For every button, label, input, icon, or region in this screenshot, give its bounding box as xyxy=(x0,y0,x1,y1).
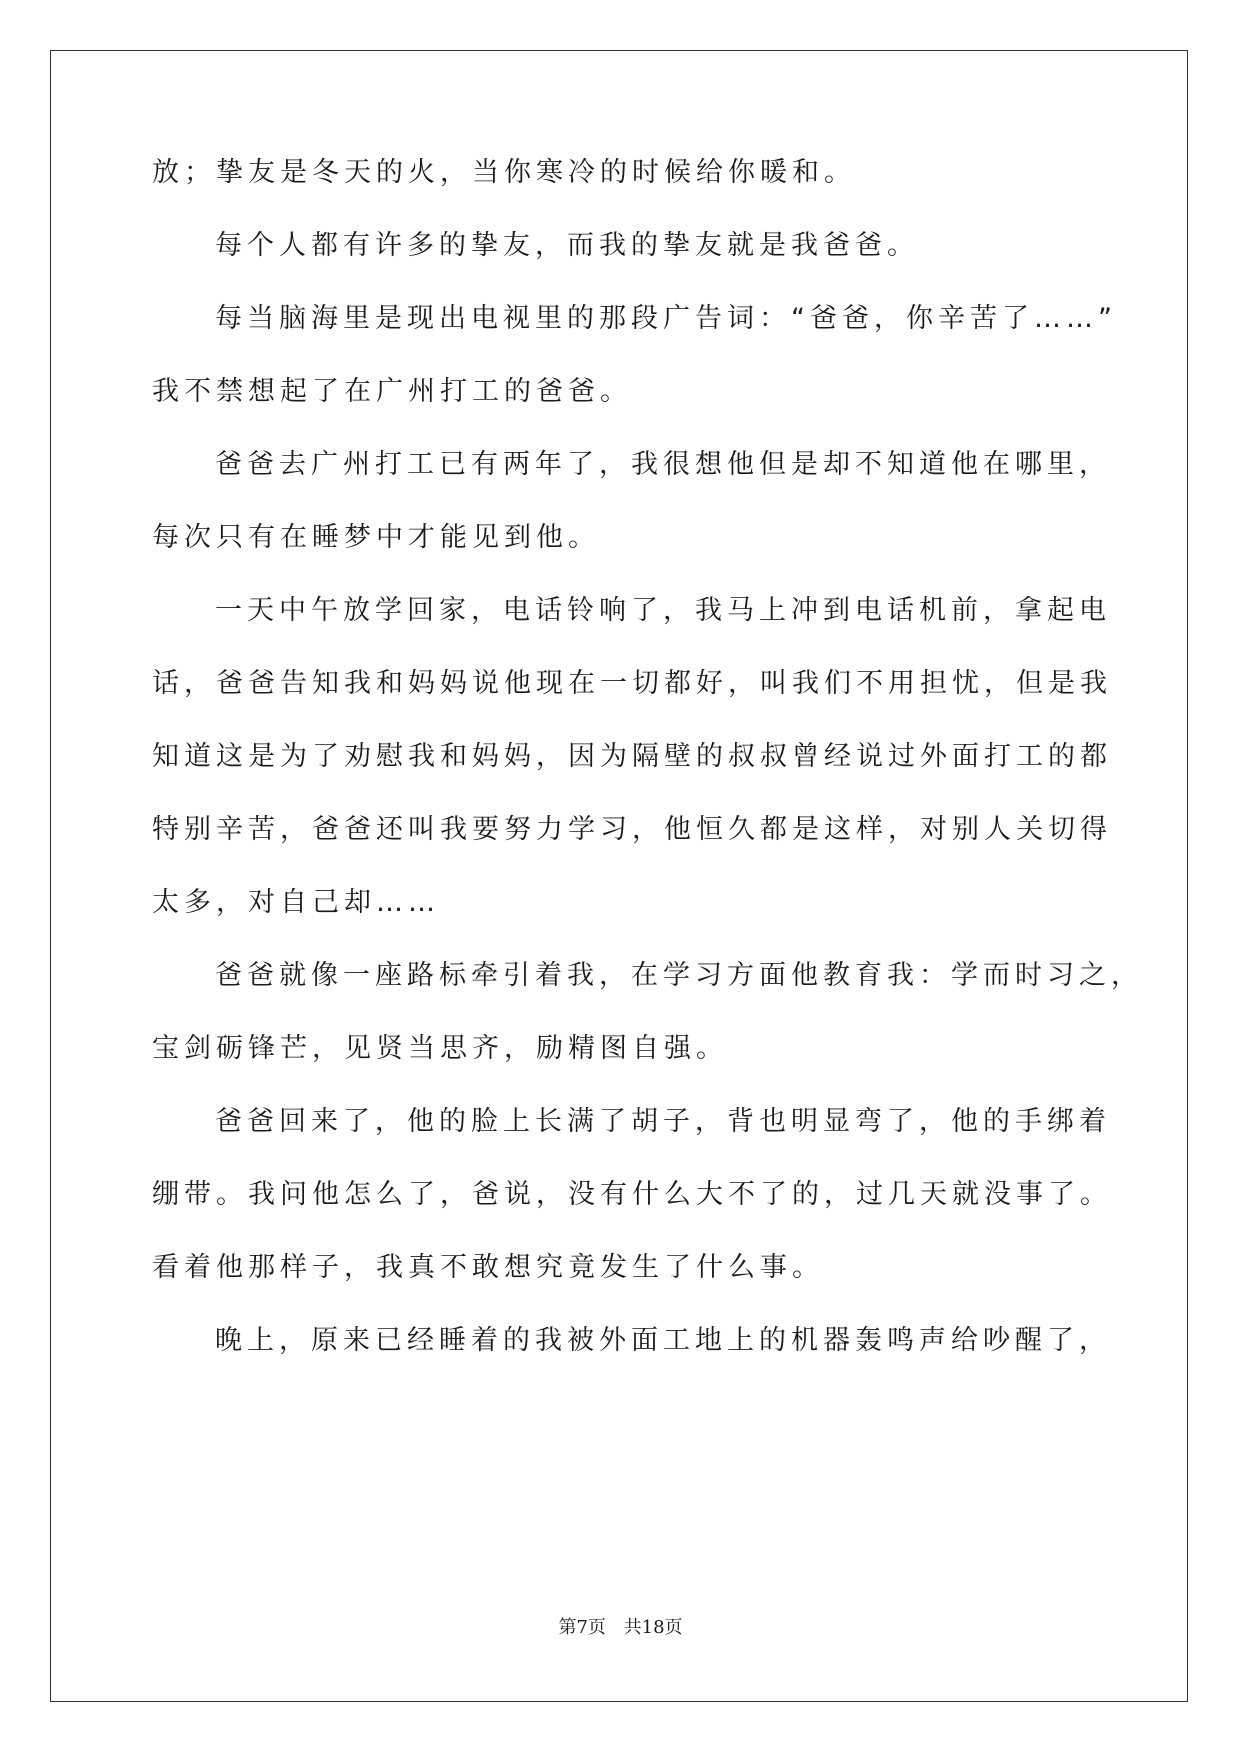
text-line: 每个人都有许多的挚友，而我的挚友就是我爸爸。 xyxy=(215,230,919,261)
text-line: 爸爸去广州打工已有两年了，我很想他但是却不知道他在哪里， xyxy=(215,449,1111,480)
text-line: 晚上，原来已经睡着的我被外面工地上的机器轰鸣声给吵醒了， xyxy=(215,1325,1111,1356)
page-total: 共18页 xyxy=(623,1617,683,1638)
text-line: 特别辛苦，爸爸还叫我要努力学习，他恒久都是这样，对别人关切得 xyxy=(152,814,1112,845)
text-line: 放；挚友是冬天的火，当你寒冷的时候给你暖和。 xyxy=(152,157,856,188)
page-number: 第7页 xyxy=(558,1617,606,1638)
text-line: 爸爸就像一座路标牵引着我，在学习方面他教育我：学而时习之， xyxy=(215,960,1143,991)
page-frame xyxy=(50,50,1188,1702)
text-line: 太多，对自己却…… xyxy=(152,887,440,918)
text-line: 每当脑海里是现出电视里的那段广告词：“爸爸，你辛苦了……” xyxy=(215,303,1117,334)
text-line: 绷带。我问他怎么了，爸说，没有什么大不了的，过几天就没事了。 xyxy=(152,1179,1112,1210)
text-line: 看着他那样子，我真不敢想究竟发生了什么事。 xyxy=(152,1252,824,1283)
text-line: 知道这是为了劝慰我和妈妈，因为隔壁的叔叔曾经说过外面打工的都 xyxy=(152,741,1112,772)
text-line: 我不禁想起了在广州打工的爸爸。 xyxy=(152,376,632,407)
page-footer xyxy=(0,1616,1241,1640)
text-line: 话，爸爸告知我和妈妈说他现在一切都好，叫我们不用担忧，但是我 xyxy=(152,668,1112,699)
text-line: 每次只有在睡梦中才能见到他。 xyxy=(152,522,600,553)
text-line: 爸爸回来了，他的脸上长满了胡子，背也明显弯了，他的手绑着 xyxy=(215,1106,1111,1137)
text-line: 一天中午放学回家，电话铃响了，我马上冲到电话机前，拿起电 xyxy=(215,595,1111,626)
text-line: 宝剑砺锋芒，见贤当思齐，励精图自强。 xyxy=(152,1033,728,1064)
